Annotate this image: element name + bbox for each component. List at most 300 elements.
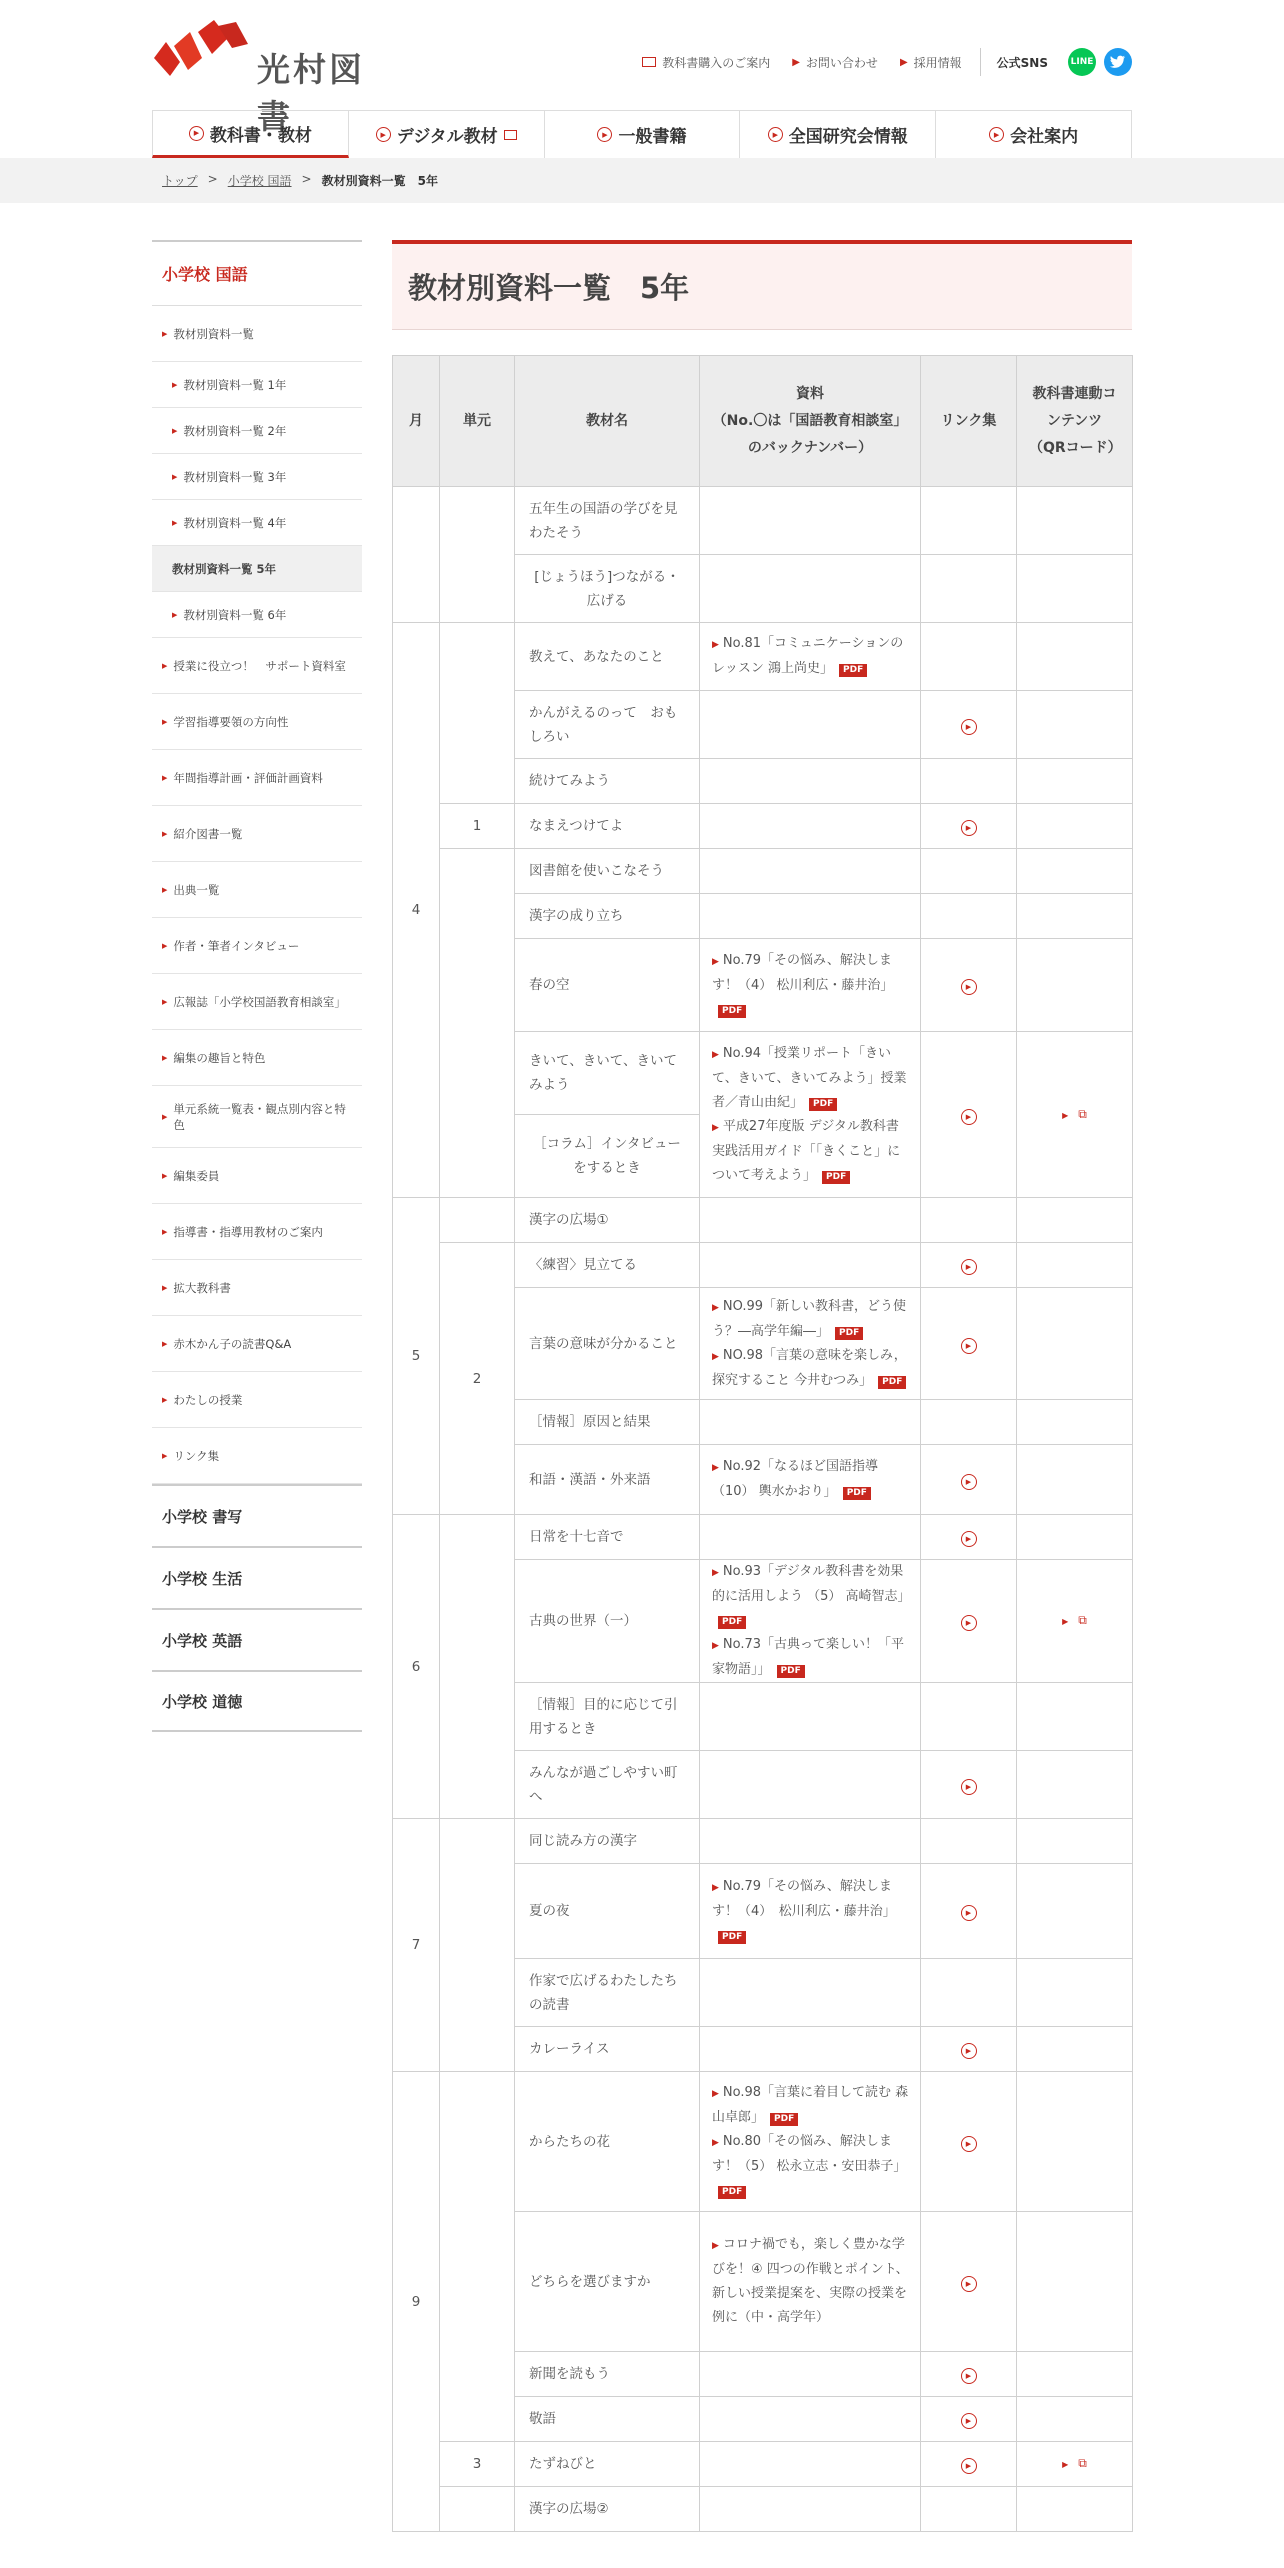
material-name: たずねびと xyxy=(515,2442,700,2487)
sidebar-item[interactable] xyxy=(152,500,362,546)
sidebar-item[interactable] xyxy=(152,546,362,592)
table-body xyxy=(393,487,1133,2532)
triangle-icon: ▶ xyxy=(162,661,168,670)
pdf-icon: PDF xyxy=(822,1171,850,1184)
qr-content-link[interactable] xyxy=(1062,2456,1087,2470)
qr-cell xyxy=(1017,1560,1133,1683)
sidebar-item[interactable] xyxy=(152,1086,362,1148)
resource-cell xyxy=(700,759,921,804)
triangle-icon: ▶ xyxy=(162,329,168,338)
resource-link[interactable] xyxy=(712,1295,910,1344)
breadcrumb xyxy=(0,158,1284,203)
unit-cell xyxy=(440,2072,515,2442)
sidebar-item-label: 編集委員 xyxy=(173,1168,220,1183)
sidebar-item[interactable] xyxy=(152,1428,362,1484)
link-cell xyxy=(921,759,1017,804)
sidebar-section[interactable]: 小学校 英語 xyxy=(152,1608,362,1670)
material-name: 教えて、あなたのこと xyxy=(515,623,700,691)
qr-cell xyxy=(1017,1751,1133,1819)
resource-link[interactable] xyxy=(712,2130,910,2203)
sidebar-item-label: 教材別資料一覧 6年 xyxy=(183,607,287,622)
material-name: みんなが過ごしやすい町へ xyxy=(515,1751,700,1819)
purchase-guide-link[interactable] xyxy=(642,54,770,71)
triangle-icon: ▶ xyxy=(162,773,168,782)
link-cell xyxy=(921,2072,1017,2212)
pdf-icon: PDF xyxy=(770,2113,798,2126)
play-circle-icon[interactable]: ▶ xyxy=(961,1109,977,1125)
link-cell xyxy=(921,1288,1017,1400)
play-circle-icon[interactable]: ▶ xyxy=(961,2136,977,2152)
qr-cell xyxy=(1017,1864,1133,1959)
twitter-icon[interactable] xyxy=(1104,48,1132,76)
link-cell xyxy=(921,691,1017,759)
play-circle-icon[interactable]: ▶ xyxy=(961,1338,977,1354)
resource-link[interactable] xyxy=(712,1560,910,1633)
qr-cell xyxy=(1017,894,1133,939)
nav-digital[interactable] xyxy=(349,111,545,158)
sidebar-item-label: 教材別資料一覧 3年 xyxy=(183,469,287,484)
nav-company[interactable] xyxy=(936,111,1132,158)
material-name: 続けてみよう xyxy=(515,759,700,804)
resource-cell xyxy=(700,1198,921,1243)
material-name: 作家で広げるわたしたちの読書 xyxy=(515,1959,700,2027)
sidebar-item-label: 拡大教科書 xyxy=(173,1280,231,1295)
pdf-icon: PDF xyxy=(835,1327,863,1340)
triangle-icon: ▶ xyxy=(1062,2460,1069,2469)
triangle-icon: ▶ xyxy=(1062,1110,1069,1120)
qr-content-link[interactable] xyxy=(1062,1107,1087,1121)
global-nav xyxy=(152,110,1132,158)
column-header: リンク集 xyxy=(921,356,1017,487)
nav-research[interactable] xyxy=(740,111,936,158)
qr-cell xyxy=(1017,623,1133,691)
triangle-icon: ▶ xyxy=(162,829,168,838)
material-name: きいて、きいて、きいてみよう xyxy=(515,1032,700,1115)
sidebar-item[interactable] xyxy=(152,362,362,408)
sidebar-item-label: 教材別資料一覧 xyxy=(173,326,254,341)
link-cell xyxy=(921,2397,1017,2442)
resource-text: No.92「なるほど国語指導（10） 輿水かおり」 xyxy=(712,1459,879,1499)
resource-text: No.81「コミュニケーションのレッスン 鴻上尚史」 xyxy=(712,636,904,676)
material-name: 五年生の国語の学びを見わたそう xyxy=(515,487,700,555)
material-name: どちらを選びますか xyxy=(515,2212,700,2352)
breadcrumb-separator: > xyxy=(207,172,218,186)
pdf-icon: PDF xyxy=(843,1487,871,1500)
qr-cell xyxy=(1017,1288,1133,1400)
arrow-circle-icon: ▶ xyxy=(376,127,391,142)
arrow-icon: ▶ xyxy=(899,56,908,68)
sidebar-item-label: 作者・筆者インタビュー xyxy=(173,938,300,953)
sidebar-item-label: 学習指導要領の方向性 xyxy=(173,714,289,729)
sidebar-title[interactable]: 小学校 国語 xyxy=(152,240,362,306)
sidebar-item-label: 紹介図書一覧 xyxy=(173,826,243,841)
link-cell xyxy=(921,849,1017,894)
resource-text: コロナ禍でも，楽しく豊かな学びを！④ 四つの作戦とポイント、新しい授業提案を、実際の授業を例に（中・高学年） xyxy=(712,2237,909,2325)
link-cell xyxy=(921,1560,1017,1683)
material-name: 図書館を使いこなそう xyxy=(515,849,700,894)
column-header: 教科書連動コンテンツ（QRコード） xyxy=(1017,356,1133,487)
triangle-icon: ▶ xyxy=(712,1568,719,1578)
sidebar-item-label: わたしの授業 xyxy=(173,1392,243,1407)
link-cell xyxy=(921,1400,1017,1445)
triangle-icon: ▶ xyxy=(712,2241,719,2251)
link-cell xyxy=(921,804,1017,849)
resource-text: No.98「言葉に着目して読む 森山卓郎」 xyxy=(712,2084,909,2125)
nav-label: 一般書籍 xyxy=(618,127,687,147)
link-cell xyxy=(921,623,1017,691)
unit-cell xyxy=(440,1819,515,2072)
resource-text: No.80「その悩み、解決します！（5） 松永立志・安田恭子」 xyxy=(712,2133,907,2174)
sidebar-item[interactable] xyxy=(152,1030,362,1086)
sidebar-item[interactable] xyxy=(152,306,362,362)
link-cell xyxy=(921,1751,1017,1819)
sidebar-item[interactable] xyxy=(152,1148,362,1204)
table-row xyxy=(393,849,1133,894)
sidebar-item[interactable] xyxy=(152,454,362,500)
sidebar-item-label: 教材別資料一覧 4年 xyxy=(183,515,287,530)
play-circle-icon[interactable]: ▶ xyxy=(961,2413,977,2429)
breadcrumb-top[interactable]: トップ xyxy=(162,174,198,188)
month-cell: 4 xyxy=(393,623,440,1198)
month-cell: 7 xyxy=(393,1819,440,2072)
resource-link[interactable] xyxy=(712,1042,910,1115)
resource-link[interactable] xyxy=(712,949,910,1022)
resource-link[interactable] xyxy=(712,1115,910,1188)
contact-label: お問い合わせ xyxy=(805,55,878,70)
unit-cell xyxy=(440,623,515,804)
resource-cell xyxy=(700,804,921,849)
material-name: 和語・漢語・外来語 xyxy=(515,1445,700,1515)
external-window-icon xyxy=(642,57,656,67)
triangle-icon: ▶ xyxy=(162,1053,168,1062)
triangle-icon: ▶ xyxy=(712,1351,719,1362)
play-circle-icon[interactable]: ▶ xyxy=(961,719,977,735)
table-row xyxy=(393,623,1133,691)
link-cell xyxy=(921,1032,1017,1198)
column-header: 単元 xyxy=(440,356,515,487)
sidebar-item[interactable] xyxy=(152,918,362,974)
triangle-icon: ▶ xyxy=(712,1882,719,1893)
material-name: カレーライス xyxy=(515,2027,700,2072)
material-name: ［情報］原因と結果 xyxy=(515,1400,700,1445)
resource-cell xyxy=(700,555,921,623)
link-cell xyxy=(921,1445,1017,1515)
main-content xyxy=(392,240,1132,2517)
qr-cell xyxy=(1017,939,1133,1032)
triangle-icon: ▶ xyxy=(162,885,168,894)
qr-cell xyxy=(1017,691,1133,759)
unit-cell: 1 xyxy=(440,804,515,849)
qr-cell xyxy=(1017,759,1133,804)
qr-cell xyxy=(1017,849,1133,894)
qr-cell xyxy=(1017,2352,1133,2397)
pdf-icon: PDF xyxy=(718,2186,746,2199)
qr-cell xyxy=(1017,487,1133,555)
qr-cell xyxy=(1017,1683,1133,1751)
month-cell xyxy=(393,487,440,623)
qr-cell xyxy=(1017,1243,1133,1288)
arrow-circle-icon: ▶ xyxy=(768,127,783,142)
qr-cell xyxy=(1017,1959,1133,2027)
resource-cell xyxy=(700,1445,921,1515)
breadcrumb-separator: > xyxy=(301,172,312,186)
resource-cell xyxy=(700,1959,921,2027)
table-row xyxy=(393,1515,1133,1560)
sidebar-section[interactable]: 小学校 道徳 xyxy=(152,1670,362,1732)
nav-textbooks[interactable] xyxy=(152,111,349,158)
unit-cell xyxy=(440,487,515,623)
sidebar-item[interactable] xyxy=(152,1204,362,1260)
triangle-icon: ▶ xyxy=(712,1463,719,1473)
material-name: からたちの花 xyxy=(515,2072,700,2212)
material-name: 日常を十七音で xyxy=(515,1515,700,1560)
play-circle-icon[interactable]: ▶ xyxy=(961,1779,977,1795)
sidebar-item[interactable] xyxy=(152,1372,362,1428)
sidebar-section[interactable]: 小学校 生活 xyxy=(152,1546,362,1608)
material-name: 敬語 xyxy=(515,2397,700,2442)
link-cell xyxy=(921,2442,1017,2487)
sidebar-item[interactable] xyxy=(152,694,362,750)
sidebar-sections xyxy=(152,1484,362,1732)
qr-cell xyxy=(1017,1032,1133,1198)
sidebar-item[interactable] xyxy=(152,862,362,918)
unit-cell xyxy=(440,1198,515,1243)
link-cell xyxy=(921,2352,1017,2397)
triangle-icon: ▶ xyxy=(1062,1617,1069,1626)
resource-cell xyxy=(700,1819,921,1864)
pdf-icon: PDF xyxy=(809,1098,837,1111)
material-name: かんがえるのって おもしろい xyxy=(515,691,700,759)
link-cell xyxy=(921,1198,1017,1243)
materials-table xyxy=(392,355,1133,2532)
sidebar-item[interactable] xyxy=(152,750,362,806)
resource-cell xyxy=(700,1751,921,1819)
link-cell xyxy=(921,1683,1017,1751)
play-circle-icon[interactable]: ▶ xyxy=(961,979,977,995)
qr-cell xyxy=(1017,1819,1133,1864)
play-circle-icon[interactable]: ▶ xyxy=(961,2276,977,2292)
table-row xyxy=(393,1243,1133,1288)
breadcrumb-subject[interactable]: 小学校 国語 xyxy=(227,174,292,188)
arrow-circle-icon: ▶ xyxy=(989,127,1004,142)
unit-cell: 2 xyxy=(440,1243,515,1515)
pdf-icon: PDF xyxy=(878,1376,906,1389)
sidebar-item[interactable] xyxy=(152,806,362,862)
resource-cell xyxy=(700,1515,921,1560)
material-name: なまえつけてよ xyxy=(515,804,700,849)
column-header: 月 xyxy=(393,356,440,487)
table-row xyxy=(393,2487,1133,2532)
triangle-icon: ▶ xyxy=(162,1339,168,1348)
sidebar xyxy=(152,240,362,1732)
sidebar-item-label: 年間指導計画・評価計画資料 xyxy=(173,770,323,785)
line-icon[interactable]: LINE xyxy=(1068,48,1096,76)
pdf-icon: PDF xyxy=(718,1931,746,1944)
triangle-icon: ▶ xyxy=(162,1112,168,1121)
table-row xyxy=(393,1198,1133,1243)
qr-content-link[interactable] xyxy=(1062,1613,1087,1627)
qr-cell xyxy=(1017,2212,1133,2352)
qr-cell xyxy=(1017,2397,1133,2442)
resource-cell xyxy=(700,1864,921,1959)
contact-link[interactable] xyxy=(792,54,878,71)
play-circle-icon[interactable]: ▶ xyxy=(961,2043,977,2059)
qr-cell xyxy=(1017,1445,1133,1515)
sidebar-item-label: 編集の趣旨と特色 xyxy=(173,1050,266,1065)
external-window-icon xyxy=(504,130,517,140)
logo-mark-icon xyxy=(152,18,252,84)
resource-text: NO.98「言葉の意味を楽しみ，探究すること 今井むつみ」 xyxy=(712,1347,907,1388)
column-header: 教材名 xyxy=(515,356,700,487)
triangle-icon: ▶ xyxy=(162,717,168,726)
resource-cell xyxy=(700,939,921,1032)
nav-label: デジタル教材 xyxy=(396,127,498,147)
sidebar-item[interactable] xyxy=(152,592,362,638)
nav-label: 全国研究会情報 xyxy=(788,127,908,147)
play-circle-icon[interactable]: ▶ xyxy=(961,1905,977,1921)
sidebar-item-label: 教材別資料一覧 5年 xyxy=(172,561,277,576)
resource-link[interactable] xyxy=(712,1633,910,1682)
qr-cell xyxy=(1017,1198,1133,1243)
triangle-icon: ▶ xyxy=(712,2088,719,2099)
resource-link[interactable] xyxy=(712,1875,910,1948)
month-cell: 6 xyxy=(393,1515,440,1819)
pdf-icon: PDF xyxy=(839,664,867,677)
page-title: 教材別資料一覧 5年 xyxy=(392,240,1132,330)
resource-cell xyxy=(700,2072,921,2212)
sidebar-item[interactable] xyxy=(152,974,362,1030)
sidebar-item-label: 出典一覧 xyxy=(173,882,220,897)
resource-text: No.79「その悩み、解決します！（4） 松川利広・藤井治」 xyxy=(712,952,894,993)
recruit-link[interactable] xyxy=(900,54,962,71)
qr-cell xyxy=(1017,2027,1133,2072)
triangle-icon: ▶ xyxy=(162,1395,168,1404)
sidebar-menu xyxy=(152,306,362,1484)
table-row xyxy=(393,1819,1133,1864)
nav-books[interactable] xyxy=(545,111,741,158)
triangle-icon: ▶ xyxy=(162,1283,168,1292)
resource-text: No.93「デジタル教科書を効果的に活用しよう （5） 高崎智志」 xyxy=(712,1564,911,1604)
pdf-icon: PDF xyxy=(718,1005,746,1018)
sidebar-item[interactable] xyxy=(152,638,362,694)
triangle-icon: ▶ xyxy=(712,1302,719,1313)
qr-cell xyxy=(1017,2442,1133,2487)
qr-cell xyxy=(1017,1515,1133,1560)
play-circle-icon[interactable]: ▶ xyxy=(961,2368,977,2384)
sidebar-section[interactable]: 小学校 書写 xyxy=(152,1484,362,1546)
link-cell xyxy=(921,487,1017,555)
resource-cell xyxy=(700,894,921,939)
play-circle-icon[interactable]: ▶ xyxy=(961,820,977,836)
table-row xyxy=(393,2072,1133,2212)
play-circle-icon[interactable]: ▶ xyxy=(961,1259,977,1275)
material-name: 漢字の広場① xyxy=(515,1198,700,1243)
play-circle-icon[interactable]: ▶ xyxy=(961,1531,977,1547)
unit-cell: 3 xyxy=(440,2442,515,2487)
unit-cell xyxy=(440,849,515,1198)
unit-cell xyxy=(440,1515,515,1819)
external-window-icon: ⧉ xyxy=(1078,2456,1087,2470)
resource-text: 平成27年度版 デジタル教科書実践活用ガイド「「きくこと」について考えよう」 xyxy=(712,1118,901,1183)
divider xyxy=(980,48,981,76)
breadcrumb-current: 教材別資料一覧 5年 xyxy=(321,174,438,188)
resource-text: No.94「授業リポート「きいて、きいて、きいてみよう」授業者／青山由紀」 xyxy=(712,1045,907,1110)
material-name: ［情報］目的に応じて引用するとき xyxy=(515,1683,700,1751)
resource-link[interactable] xyxy=(712,2081,910,2130)
sidebar-item[interactable] xyxy=(152,1260,362,1316)
link-cell xyxy=(921,1864,1017,1959)
qr-cell xyxy=(1017,555,1133,623)
triangle-icon: ▶ xyxy=(712,1049,719,1060)
link-cell xyxy=(921,1243,1017,1288)
material-name: 〈練習〉見立てる xyxy=(515,1243,700,1288)
sidebar-item-label: 広報誌「小学校国語教育相談室」 xyxy=(173,994,346,1009)
sidebar-item[interactable] xyxy=(152,408,362,454)
resource-cell xyxy=(700,1560,921,1683)
link-cell xyxy=(921,2487,1017,2532)
link-cell xyxy=(921,1959,1017,2027)
material-name: 新聞を読もう xyxy=(515,2352,700,2397)
resource-cell xyxy=(700,1683,921,1751)
resource-cell xyxy=(700,1032,921,1198)
resource-cell xyxy=(700,2487,921,2532)
material-name: 春の空 xyxy=(515,939,700,1032)
resource-text: NO.99「新しい教科書，どう使う？―高学年編―」 xyxy=(712,1298,907,1339)
triangle-icon: ▶ xyxy=(172,380,178,389)
triangle-icon: ▶ xyxy=(712,2137,719,2148)
resource-link[interactable] xyxy=(712,1455,910,1504)
play-circle-icon[interactable]: ▶ xyxy=(961,1474,977,1490)
external-window-icon: ⧉ xyxy=(1078,1106,1087,1121)
unit-cell xyxy=(440,2487,515,2532)
triangle-icon: ▶ xyxy=(712,1122,719,1133)
table-row xyxy=(393,487,1133,555)
resource-cell xyxy=(700,2442,921,2487)
resource-cell xyxy=(700,1288,921,1400)
sidebar-item-label: 教材別資料一覧 1年 xyxy=(183,377,287,392)
qr-cell xyxy=(1017,804,1133,849)
sidebar-item-label: 教材別資料一覧 2年 xyxy=(183,423,287,438)
column-header: 資料 （No.〇は「国語教育相談室」のバックナンバー） xyxy=(700,356,921,487)
material-name: ［コラム］インタビューをするとき xyxy=(515,1115,700,1198)
resource-cell xyxy=(700,691,921,759)
resource-link[interactable] xyxy=(712,632,910,681)
material-name: 古典の世界（一） xyxy=(515,1560,700,1683)
resource-cell xyxy=(700,2212,921,2352)
purchase-guide-label: 教科書購入のご案内 xyxy=(662,55,771,70)
link-cell xyxy=(921,939,1017,1032)
play-circle-icon[interactable]: ▶ xyxy=(961,1615,977,1631)
triangle-icon: ▶ xyxy=(172,518,178,527)
resource-link[interactable] xyxy=(712,1344,910,1393)
external-window-icon: ⧉ xyxy=(1078,1613,1087,1627)
sidebar-item[interactable] xyxy=(152,1316,362,1372)
material-name: 同じ読み方の漢字 xyxy=(515,1819,700,1864)
triangle-icon: ▶ xyxy=(172,610,178,619)
qr-cell xyxy=(1017,2487,1133,2532)
play-circle-icon[interactable]: ▶ xyxy=(961,2458,977,2474)
material-name: 漢字の成り立ち xyxy=(515,894,700,939)
table-header-row xyxy=(393,356,1133,487)
triangle-icon: ▶ xyxy=(712,1641,719,1651)
material-name: [じょうほう]つながる・広げる xyxy=(515,555,700,623)
resource-link[interactable] xyxy=(712,2233,910,2330)
pdf-icon: PDF xyxy=(718,1616,746,1629)
resource-cell xyxy=(700,1243,921,1288)
sidebar-item-label: リンク集 xyxy=(173,1448,220,1463)
qr-cell xyxy=(1017,2072,1133,2212)
utility-links xyxy=(620,48,1132,76)
